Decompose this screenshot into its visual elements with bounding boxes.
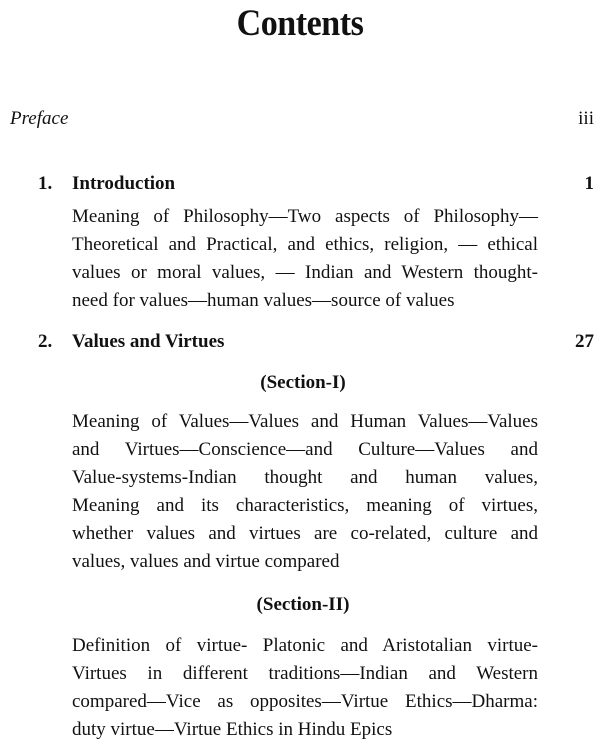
description-line: Virtues in different traditions—Indian and Western — [72, 663, 538, 684]
preface-label: Preface — [10, 108, 69, 129]
description-line: need for values—human values—source of values — [72, 290, 455, 311]
chapter-number: 2. — [38, 331, 53, 352]
chapter-page-number: 1 — [584, 173, 594, 194]
description-line: Value-systems-Indian thought and human values, — [72, 467, 538, 488]
chapter-number: 1. — [38, 173, 53, 194]
section-heading: (Section-II) — [256, 594, 350, 615]
description-line: Definition of virtue- Platonic and Aristotalian virtue- — [72, 635, 538, 656]
description-line: duty virtue—Virtue Ethics in Hindu Epics — [72, 719, 393, 740]
description-line: values or moral values, — Indian and Western thought- — [72, 262, 538, 283]
description-line: and Virtues—Conscience—and Culture—Values and — [72, 439, 538, 460]
page-title: Contents — [236, 3, 364, 44]
chapter-title: Introduction — [72, 173, 176, 194]
chapter-page-number: 27 — [575, 331, 594, 352]
description-line: whether values and virtues are co-related, culture and — [72, 523, 538, 544]
description-line: Theoretical and Practical, and ethics, religion, — ethical — [72, 234, 538, 255]
description-line: compared—Vice as opposites—Virtue Ethics—Dharma: — [72, 691, 538, 712]
section-description — [72, 408, 538, 576]
section-description — [72, 632, 538, 744]
chapter-title: Values and Virtues — [72, 331, 225, 352]
description-line: Meaning of Values—Values and Human Values—Values — [72, 411, 538, 432]
section-heading: (Section-I) — [260, 372, 346, 393]
chapter-description — [72, 203, 538, 315]
description-line: Meaning of Philosophy—Two aspects of Philosophy— — [72, 206, 538, 227]
description-line: Meaning and its characteristics, meaning of virtues, — [72, 495, 538, 516]
preface-page-number: iii — [578, 108, 594, 129]
description-line: values, values and virtue compared — [72, 551, 340, 572]
